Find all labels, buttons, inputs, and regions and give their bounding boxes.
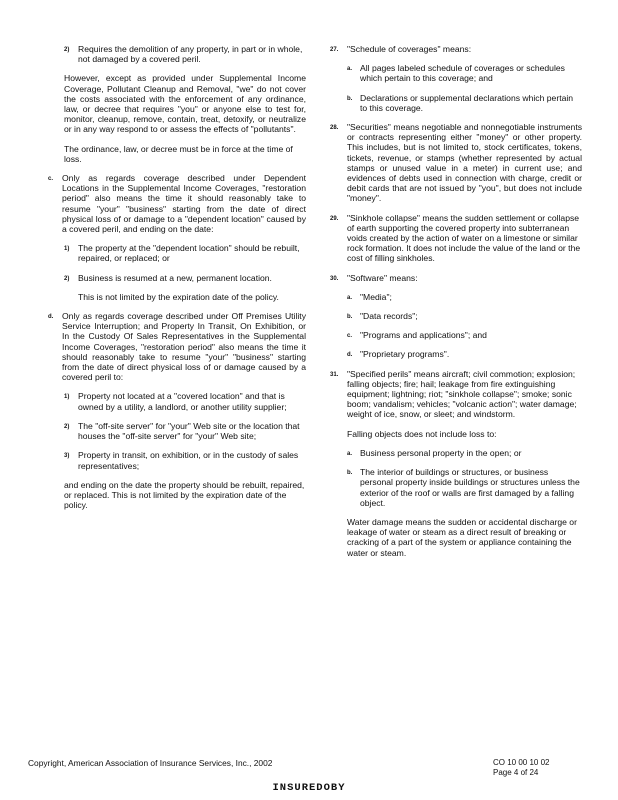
item-text: Business is resumed at a new, permanent location. bbox=[78, 272, 272, 283]
list-letter: d. bbox=[347, 352, 353, 359]
item-text: Property in transit, on exhibition, or in the custody of sales representatives; bbox=[78, 450, 299, 471]
item-30a bbox=[330, 292, 582, 302]
list-letter: a. bbox=[347, 66, 353, 73]
item-text: The "off-site server" for "your" Web site or the location that houses the "off-site server" for "your" Web site; bbox=[78, 420, 300, 442]
item-28-securities bbox=[330, 122, 582, 204]
list-number: 27. bbox=[330, 47, 339, 53]
item-c-dependent-locations bbox=[48, 173, 306, 234]
list-letter: b. bbox=[347, 470, 353, 477]
item-text: Business personal property in the open; or bbox=[360, 447, 522, 458]
item-31a bbox=[330, 448, 582, 458]
item-text: Declarations or supplemental declarations which pertain to this coverage. bbox=[360, 92, 574, 113]
item-27b bbox=[330, 93, 582, 113]
item-27-schedule-of-coverages bbox=[330, 44, 582, 54]
item-text: All pages labeled schedule of coverages or schedules which pertain to this coverage; and bbox=[360, 63, 565, 84]
item-30-software bbox=[330, 273, 582, 283]
item-text: Requires the demolition of any property, in part or in whole, not damaged by a covered peril. bbox=[78, 44, 303, 65]
item-text: The interior of buildings or structures, or business personal property inside buildings or structures unless the exterior of the roof or walls are first damaged by a falling object. bbox=[360, 467, 580, 508]
item-text: "Sinkhole collapse" means the sudden settlement or collapse of earth supporting the covered property into subterranean voids created by the action of water on a limestone or similar rock formation. It does not include the value of the land or the cost of filling sinkholes. bbox=[347, 212, 581, 264]
copyright-notice: Copyright, American Association of Insurance Services, Inc., 2002 bbox=[28, 758, 273, 768]
item-text: "Programs and applications"; and bbox=[360, 330, 487, 341]
pollutant-paragraph: However, except as provided under Supplemental Income Coverage, Pollutant Cleanup and Removal, "we" do not cover the costs associated with the enforcement of any ordinance, law, or decree that requires "you" or anyone else to test for, monitor, cleanup, remove, contain, treat, detoxify, or neutralize or in any way respond to or assess the effects of "pollutants". bbox=[64, 73, 306, 135]
insured-stamp: INSUREDOBY bbox=[272, 782, 346, 794]
item-30c bbox=[330, 330, 582, 340]
item-text: "Data records"; bbox=[360, 311, 418, 322]
list-number: 2) bbox=[64, 275, 70, 282]
form-id: CO 10 00 10 02 bbox=[493, 758, 550, 767]
item-31-specified-perils bbox=[330, 369, 582, 420]
list-letter: b. bbox=[347, 314, 353, 321]
list-number: 1) bbox=[64, 246, 70, 253]
d-tail-paragraph: and ending on the date the property should be rebuilt, repaired, or replaced. This is not limited by the expiration date of the policy. bbox=[64, 479, 305, 511]
form-id-block bbox=[493, 758, 583, 778]
list-letter: a. bbox=[347, 294, 353, 301]
list-number: 29. bbox=[330, 215, 339, 222]
item-text: "Schedule of coverages" means: bbox=[347, 44, 472, 54]
list-number: 28. bbox=[330, 125, 339, 132]
item-text: "Securities" means negotiable and nonnegotiable instruments or contracts representing either "money" or other property. This includes, but is not limited to, stock certificates, tokens, tickets, revenue, or stamps (whether represented by actual stamps or unused value in a meter) in current use; and evidences of debts used in connection with charge, credit or debit cards that are not issued by "you", but does not include "money". bbox=[347, 122, 582, 204]
item-d1 bbox=[48, 391, 306, 411]
list-letter: b. bbox=[347, 95, 353, 102]
c-tail-paragraph: This is not limited by the expiration date of the policy. bbox=[78, 291, 279, 302]
page-number: Page 4 of 24 bbox=[493, 768, 539, 777]
item-d2 bbox=[48, 421, 306, 441]
item-d-off-premises bbox=[48, 311, 306, 382]
item-27a bbox=[330, 63, 582, 83]
list-number: 3) bbox=[64, 453, 70, 460]
item-30b bbox=[330, 311, 582, 321]
item-text: "Media"; bbox=[360, 291, 392, 302]
list-letter: d. bbox=[48, 314, 54, 321]
list-number: 2) bbox=[64, 423, 70, 430]
item-29-sinkhole-collapse bbox=[330, 213, 582, 264]
item-text: The property at the "dependent location" should be rebuilt, repaired, or replaced; or bbox=[78, 243, 300, 264]
item-text: "Specified perils" means aircraft; civil commotion; explosion; falling objects; fire; hail; leakage from fire extinguishing equipment; lightning; riot; "sinkhole collapse"; smoke; sonic boom; vandalism; vehicles; "volcanic action"; water damage; weight of ice, snow, or sleet; and windstorm. bbox=[347, 368, 577, 420]
list-letter: c. bbox=[48, 176, 54, 183]
item-text: Only as regards coverage described under Off Premises Utility Service Interruption; and Property In Transit, On Exhibition, or In the Custody Of Sales Representatives in the Supplemental Income Coverages, "restoration period" also means the time it should reasonably take to resume "your" "business" starting from the date of direct physical loss of or damage caused by a covered peril to: bbox=[62, 311, 306, 383]
item-30d bbox=[330, 349, 582, 359]
water-damage-paragraph: Water damage means the sudden or accidental discharge or leakage of water or steam as a direct result of breaking or cracking of a part of the system or appliance containing the water or steam. bbox=[347, 516, 577, 558]
list-letter: a. bbox=[347, 450, 353, 457]
list-number: 1) bbox=[64, 394, 70, 401]
ordinance-paragraph: The ordinance, law, or decree must be in force at the time of loss. bbox=[64, 143, 293, 164]
item-c2 bbox=[48, 273, 306, 283]
list-number: 31. bbox=[330, 371, 339, 378]
list-number: 2) bbox=[64, 47, 70, 53]
item-2-demolition bbox=[48, 44, 306, 64]
item-c1 bbox=[48, 243, 306, 263]
right-column bbox=[330, 44, 582, 567]
item-31b bbox=[330, 467, 582, 508]
item-text: Only as regards coverage described under Dependent Locations in the Supplemental Income Coverages, "restoration period" also means the time it should reasonably take to resume "your" "business" starting from the date of direct physical loss of or damage to a "dependent location" caused by a covered peril, and ending on the date: bbox=[62, 173, 306, 235]
item-text: Property not located at a "covered location" and that is owned by a utility, a landlord, or another utility supplier; bbox=[78, 391, 287, 412]
falling-objects-paragraph: Falling objects does not include loss to: bbox=[347, 428, 497, 439]
list-number: 30. bbox=[330, 275, 339, 282]
list-letter: c. bbox=[347, 333, 353, 340]
item-text: "Proprietary programs". bbox=[360, 349, 450, 360]
item-d3 bbox=[48, 450, 306, 470]
item-text: "Software" means: bbox=[347, 272, 418, 283]
left-column bbox=[48, 44, 306, 519]
